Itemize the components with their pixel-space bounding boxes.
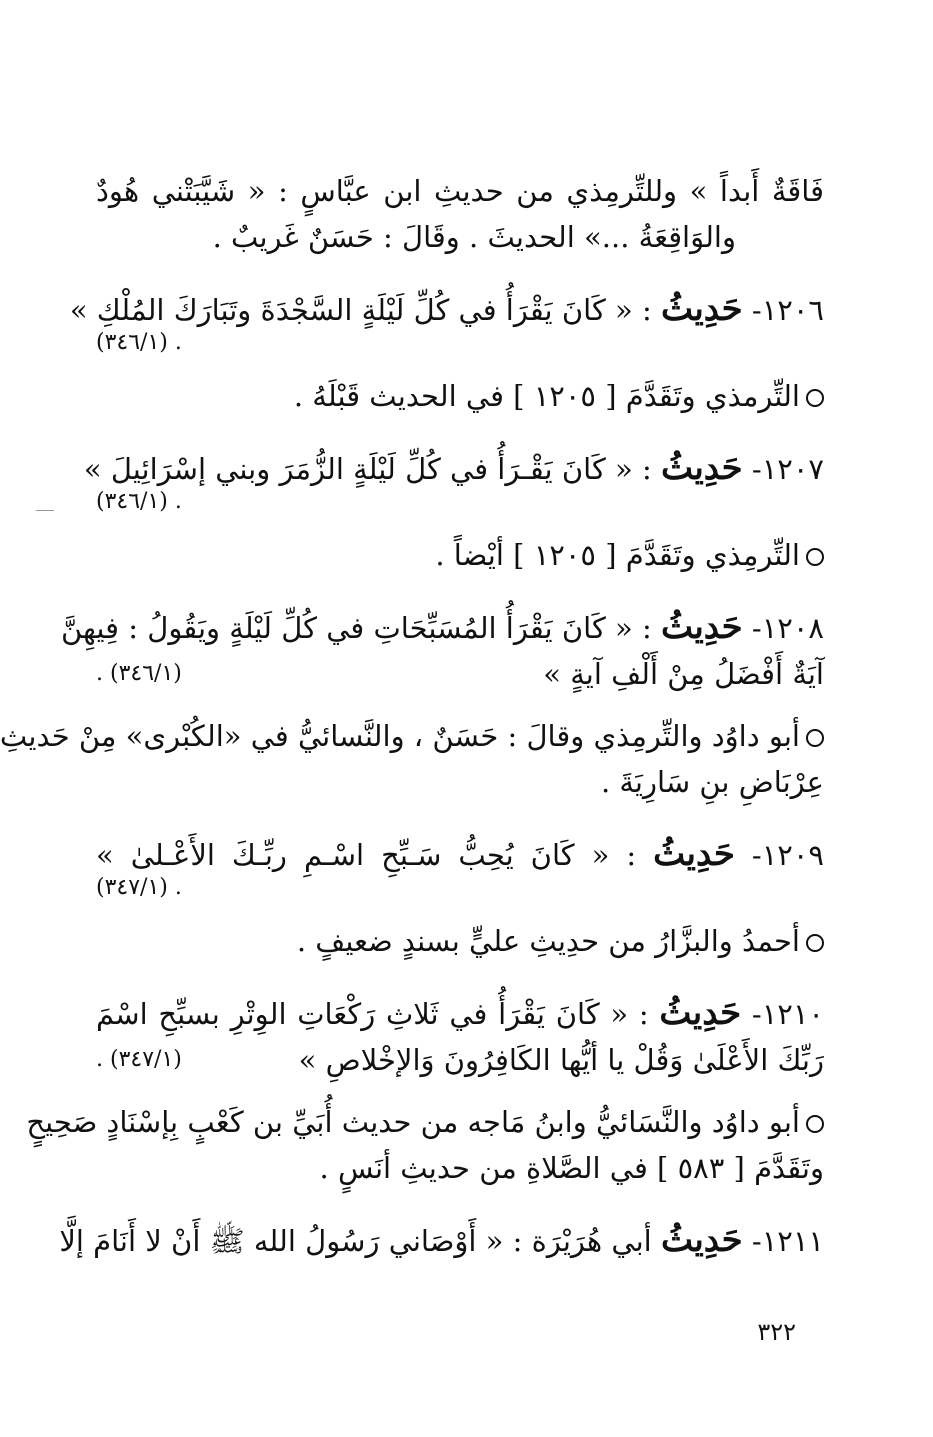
hadith-reference: (٣٤٧/١) . — [96, 1047, 182, 1072]
hadith-headword: حَدِيثُ — [660, 289, 743, 329]
hadith-number: ١٢٠٦ — [761, 293, 824, 327]
hadith-1209: ١٢٠٩- حَدِيثُ : « كَانَ يُحِبُّ سَـبِّحِ اسْـمِ ربِّـكَ الأَعْـلىٰ » . (٣٤٧/١) — [96, 834, 824, 900]
hadith-headword: حَدِيثُ — [660, 448, 743, 488]
hadith-1206: ١٢٠٦- حَدِيثُ : « كَانَ يَقْرَأُ في كُلِّ لَيْلَةٍ السَّجْدَةَ وتَبَارَكَ المُلْكِ » . (٣٤٦/١) — [69, 289, 824, 355]
comment-text: التِّرمِذي وتَقَدَّمَ [ ١٢٠٥ ] أيْضاً . — [435, 538, 800, 572]
hadith-reference: (٣٤٦/١) . — [96, 661, 182, 686]
hadith-text: : « كَانَ يَقْرَأُ في ثَلاثِ رَكْعَاتِ الوِتْرِ بسبِّحِ اسْمَ — [96, 997, 649, 1031]
comment-text: التِّرمذي وتَقَدَّمَ [ ١٢٠٥ ] في الحديث قَبْلَهُ . — [293, 379, 800, 413]
hadith-1211: ١٢١١- حَدِيثُ أبي هُرَيْرَة : « أَوْصَاني رَسُولُ الله ﷺ أَنْ لا أَنَامَ إلَّا — [59, 1220, 824, 1260]
comment-1206 — [96, 373, 824, 419]
hadith-headword: حَدِيثُ — [660, 1220, 743, 1260]
intro-line-2: والوَاقِعَةُ ...» الحديثَ . وقَالَ : حَسَنٌ غَريبٌ . — [212, 220, 736, 254]
hadith-text-continued: آيَةٌ أَفْضَلُ مِنْ أَلْفِ آيةٍ » — [543, 657, 824, 691]
hadith-text: أبي هُرَيْرَة : « أَوْصَاني رَسُولُ الله ﷺ أَنْ لا أَنَامَ إلَّا — [59, 1224, 652, 1258]
hadith-reference: . (٣٤٦/١) — [96, 489, 182, 514]
hadith-number: ١٢٠٩ — [761, 838, 824, 872]
hadith-number: ١٢١١ — [761, 1224, 824, 1258]
hadith-headword: حَدِيثُ — [660, 607, 743, 647]
hadith-text: : « كَانَ يَقْـرَأُ في كُلِّ لَيْلَةٍ الزُّمَرَ وبني إسْرَائِيلَ » — [83, 452, 652, 486]
hadith-text: : « كَانَ يَقْرَأُ المُسَبِّحَاتِ في كُلِّ لَيْلَةٍ ويَقُولُ : فِيهِنَّ — [60, 611, 652, 645]
comment-text-continued: وتَقَدَّمَ [ ٥٨٣ ] في الصَّلاةِ من حديثِ أنَسٍ . — [319, 1151, 824, 1185]
hadith-number: ١٢١٠ — [761, 997, 824, 1031]
comment-1207 — [96, 532, 824, 578]
hadith-headword: حَدِيثُ — [653, 834, 735, 874]
hadith-text: : « كَانَ يَقْرَأُ في كُلِّ لَيْلَةٍ السَّجْدَةَ وتَبَارَكَ المُلْكِ » — [69, 293, 652, 327]
comment-1208 — [0, 713, 824, 805]
margin-mark — [36, 510, 54, 511]
circle-bullet-icon — [806, 389, 824, 407]
hadith-number: ١٢٠٨ — [761, 611, 824, 645]
comment-text: أبو داوُد والنَّسَائيُّ وابنُ مَاجه من حديث أُبَيِّ بن كَعْبٍ بِإسْنَادٍ صَحِيحٍ — [26, 1105, 800, 1139]
intro-line-1: فَاقَةٌ أَبداً » وللتِّرمِذي من حديثِ ابن عبَّاسٍ : « شَيَّبَتْني هُودٌ — [96, 174, 824, 208]
hadith-1208: ١٢٠٨- حَدِيثُ : « كَانَ يَقْرَأُ المُسَبِّحَاتِ في كُلِّ لَيْلَةٍ ويَقُولُ : فِيهِنَّ آيَةٌ أَفْضَلُ مِنْ أَلْفِ آيةٍ » (٣٤٦/١) . — [96, 604, 824, 697]
intro-paragraph — [96, 168, 824, 260]
circle-bullet-icon — [806, 1115, 824, 1133]
circle-bullet-icon — [806, 729, 824, 747]
comment-1209 — [96, 918, 824, 964]
circle-bullet-icon — [806, 934, 824, 952]
document-page — [0, 168, 824, 1264]
circle-bullet-icon — [806, 548, 824, 566]
hadith-text-continued: رَبِّكَ الأَعْلَىٰ وَقُلْ يا أيُّها الكَافِرُونَ وَالإخْلاصِ » — [298, 1043, 824, 1077]
hadith-number: ١٢٠٧ — [761, 452, 824, 486]
comment-1210 — [26, 1099, 824, 1191]
hadith-headword: حَدِيثُ — [659, 993, 742, 1033]
hadith-text: : « كَانَ يُحِبُّ سَـبِّحِ اسْـمِ ربِّـكَ الأَعْـلىٰ » — [96, 838, 637, 872]
comment-text-continued: عِرْبَاضِ بنِ سَارِيَةَ . — [600, 765, 824, 799]
hadith-reference: . (٣٤٦/١) — [96, 330, 182, 355]
hadith-1210: ١٢١٠- حَدِيثُ : « كَانَ يَقْرَأُ في ثَلاثِ رَكْعَاتِ الوِتْرِ بسبِّحِ اسْمَ رَبِّكَ الأَعْلَىٰ وَقُلْ يا أيُّها الكَافِرُونَ وَالإخْلاصِ » (٣٤٧/١) . — [96, 990, 824, 1083]
hadith-1207: ١٢٠٧- حَدِيثُ : « كَانَ يَقْـرَأُ في كُلِّ لَيْلَةٍ الزُّمَرَ وبني إسْرَائِيلَ » . (٣٤٦/١) — [83, 448, 824, 514]
page-number: ٣٢٢ — [757, 1318, 796, 1346]
hadith-reference: . (٣٤٧/١) — [96, 875, 182, 900]
comment-text: أبو داوُد والتِّرمِذي وقالَ : حَسَنٌ ، والنَّسائيُّ في «الكُبْرى» مِنْ حَديثِ — [0, 719, 800, 753]
comment-text: أحمدُ والبزَّارُ من حدِيثِ عليٍّ بسندٍ ضعيفٍ . — [296, 924, 800, 958]
